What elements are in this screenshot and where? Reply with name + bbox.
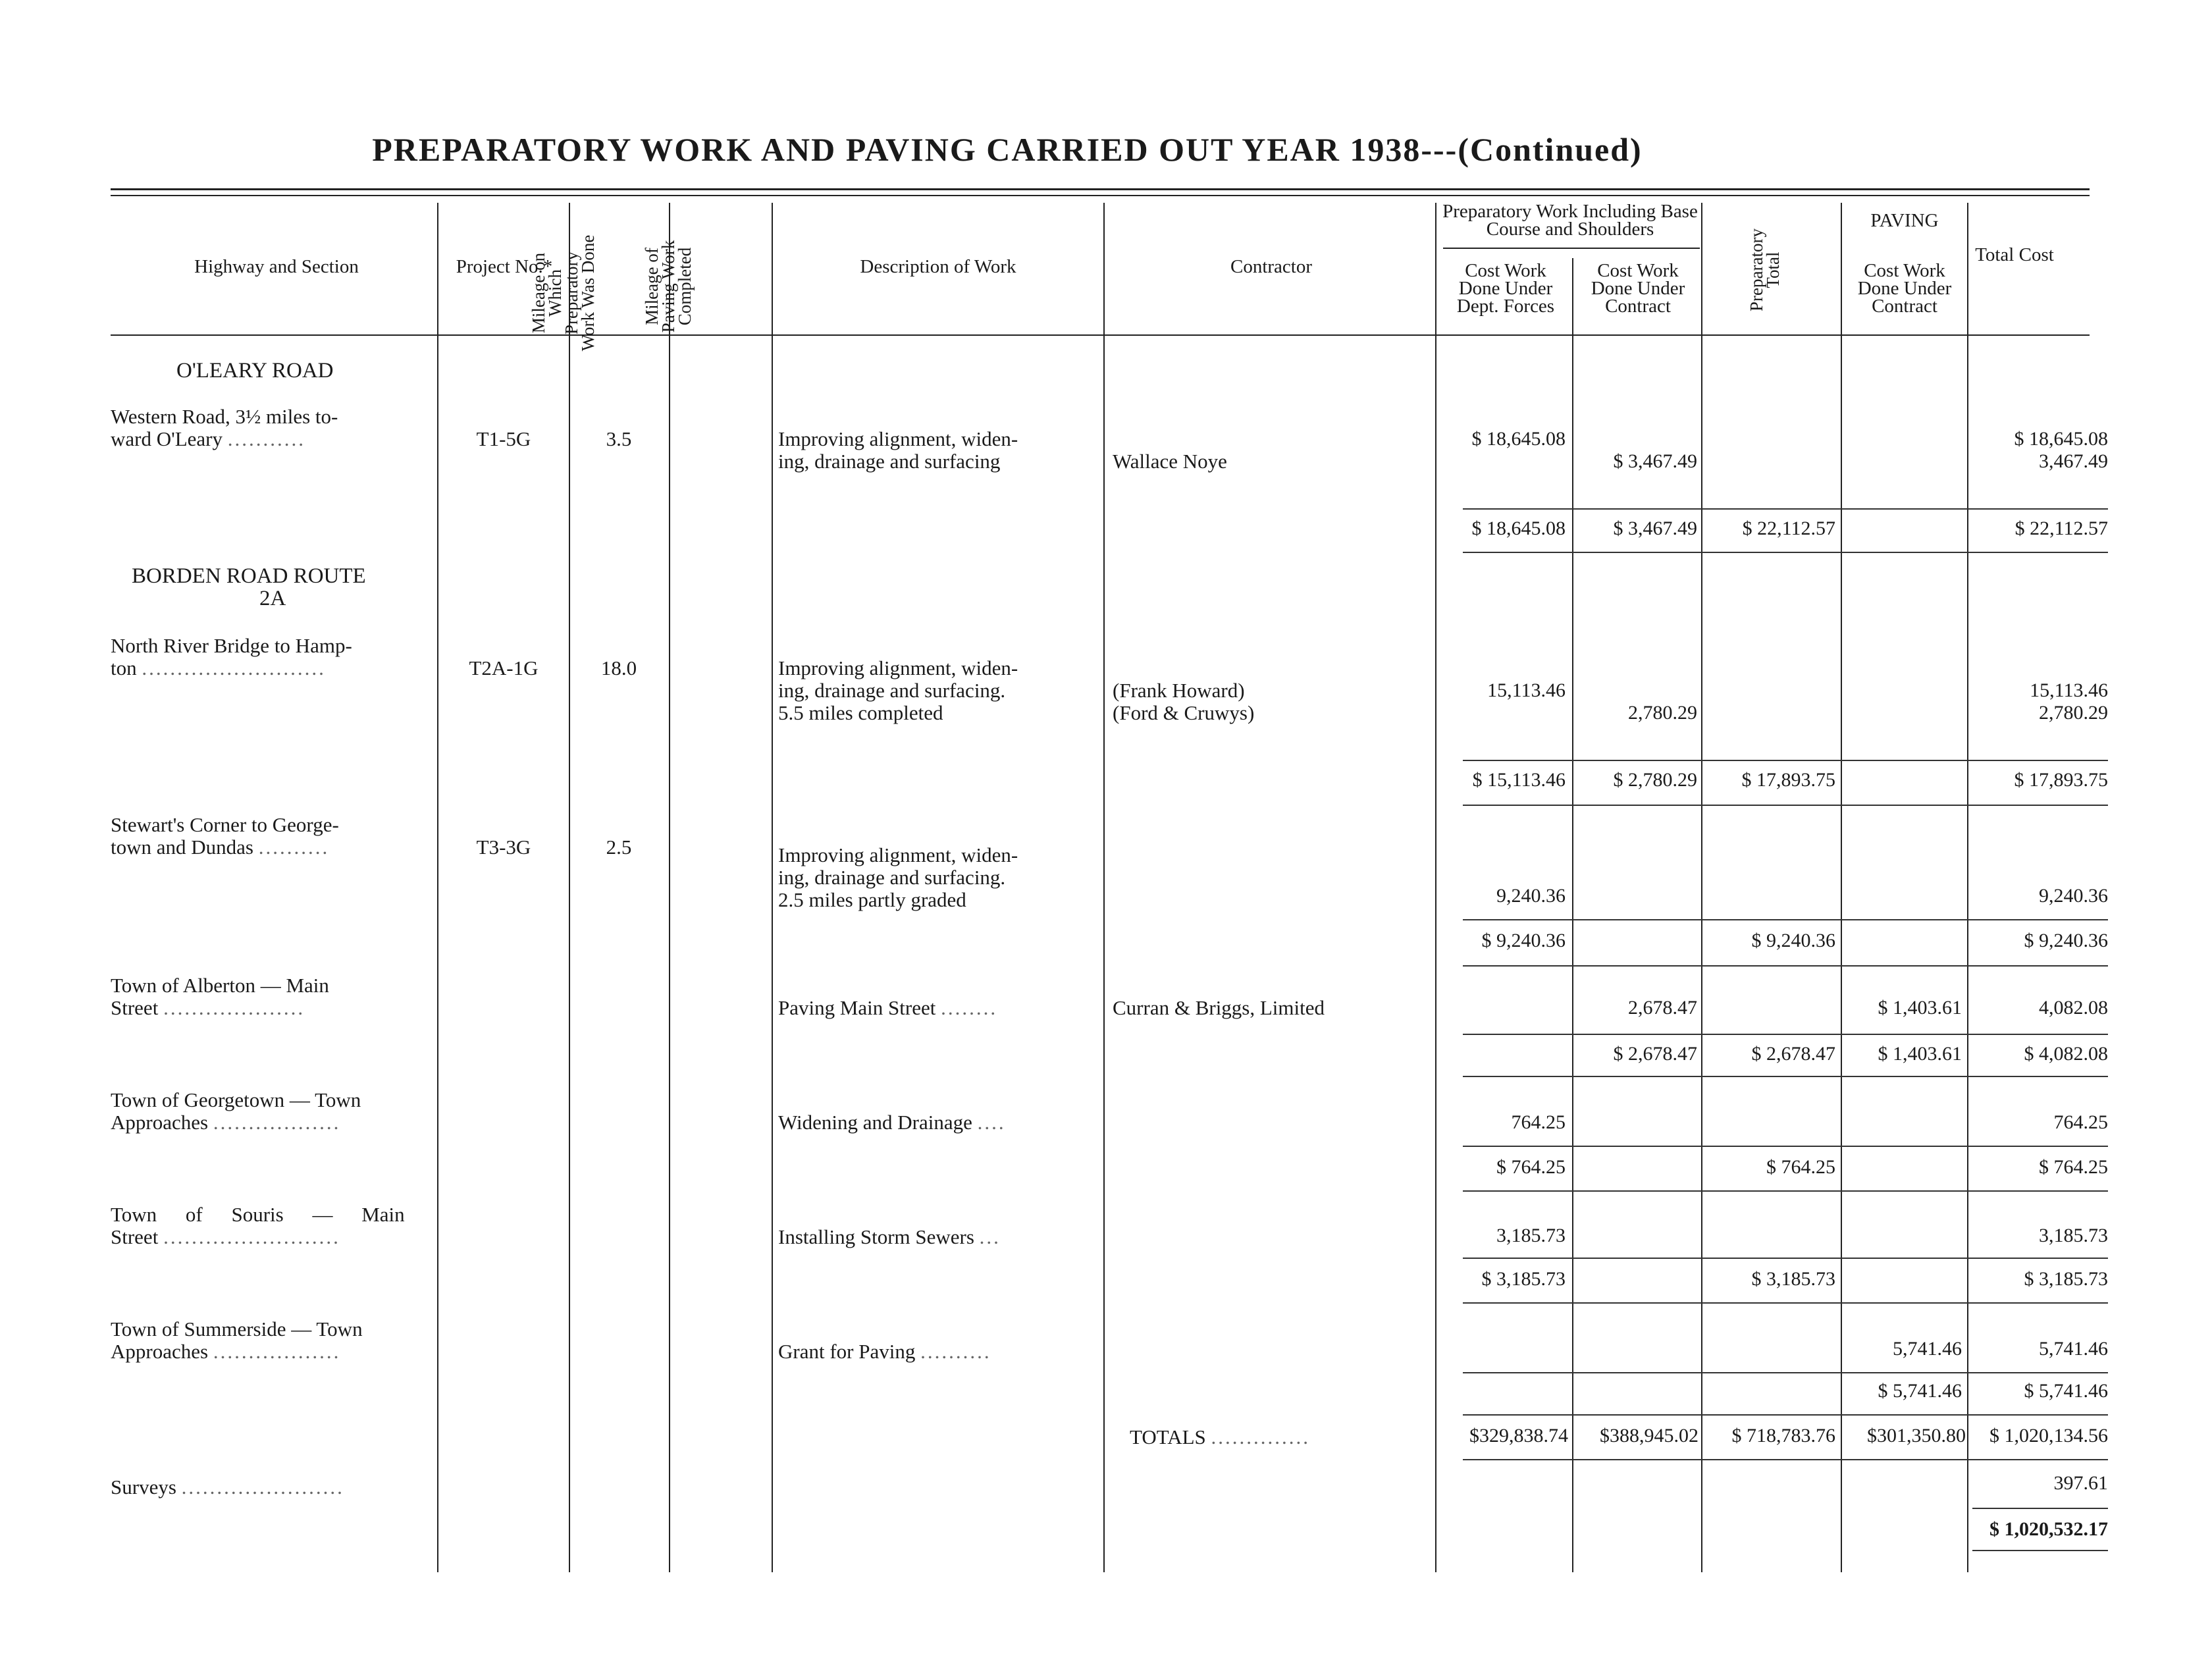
cost-dept: 9,240.36 — [1496, 885, 1566, 907]
subtotal-total: $ 764.25 — [2039, 1156, 2108, 1178]
highway-section: Town of Alberton — Main — [111, 974, 329, 997]
subtotal-total: $ 9,240.36 — [2024, 930, 2108, 951]
description: Improving alignment, widen- — [778, 427, 1018, 450]
col-divider — [1103, 203, 1105, 1572]
subtotal-prep: $ 17,893.75 — [1741, 769, 1835, 791]
col-divider — [1572, 258, 1573, 1572]
header-paving-group: PAVING — [1870, 210, 1939, 231]
description: Improving alignment, widen- — [778, 843, 1018, 866]
subtotal-prep: $ 2,678.47 — [1751, 1043, 1835, 1065]
project-no: T3-3G — [476, 836, 531, 859]
description: ing, drainage and surfacing — [778, 450, 1001, 473]
description: ing, drainage and surfacing. — [778, 679, 1006, 702]
subtotal-rule — [1463, 1146, 2108, 1147]
header-under-contract: Cost Work Done Under Contract — [1591, 260, 1685, 317]
description: Installing Storm Sewers ... — [778, 1225, 1001, 1248]
highway-section: Street .................... — [111, 996, 305, 1019]
total-cost: 3,467.49 — [2039, 450, 2108, 472]
subtotal-rule — [1463, 508, 2108, 510]
total-cost: 3,185.73 — [2039, 1225, 2108, 1246]
description: Improving alignment, widen- — [778, 656, 1018, 679]
highway-section: Stewart's Corner to George- — [111, 813, 339, 836]
surveys-value: 397.61 — [2053, 1472, 2108, 1494]
cost-dept: $ 18,645.08 — [1471, 428, 1566, 450]
header-dept-forces: Cost Work Done Under Dept. Forces — [1456, 260, 1555, 317]
subtotal-dept: $ 18,645.08 — [1471, 517, 1566, 539]
subtotal-prep: $ 22,112.57 — [1742, 517, 1835, 539]
total-cost: 9,240.36 — [2039, 885, 2108, 907]
col-divider — [669, 203, 670, 1572]
page-title: PREPARATORY WORK AND PAVING CARRIED OUT YEAR 1938---(Continued) — [372, 131, 1643, 168]
subtotal-rule — [1463, 1414, 2108, 1416]
subtotal-rule — [1463, 1190, 2108, 1192]
description: 5.5 miles completed — [778, 701, 943, 724]
contractor: (Frank Howard) — [1113, 679, 1245, 702]
total-contract: $388,945.02 — [1600, 1425, 1698, 1446]
group-rule — [1443, 248, 1700, 249]
section-heading: BORDEN ROAD ROUTE — [132, 564, 366, 588]
cost-dept: 15,113.46 — [1487, 679, 1566, 701]
subtotal-total: $ 22,112.57 — [2014, 517, 2108, 539]
subtotal-rule — [1463, 1372, 2108, 1373]
subtotal-rule — [1463, 965, 2108, 967]
header-project: Project No.* — [456, 256, 553, 277]
highway-section: ton .......................... — [111, 656, 326, 679]
total-prep: $ 718,783.76 — [1731, 1425, 1835, 1446]
highway-section: Town of Georgetown — Town — [111, 1088, 361, 1111]
total-cost: 15,113.46 — [2030, 679, 2108, 701]
header-highway: Highway and Section — [194, 256, 359, 277]
total-cost: 2,780.29 — [2039, 702, 2108, 724]
contractor: Curran & Briggs, Limited — [1113, 996, 1325, 1019]
description: 2.5 miles partly graded — [778, 888, 966, 911]
description: ing, drainage and surfacing. — [778, 866, 1006, 889]
col-divider — [569, 203, 570, 1572]
subtotal-contract: $ 2,678.47 — [1613, 1043, 1697, 1065]
mileage: 2.5 — [606, 836, 632, 859]
subtotal-rule — [1463, 552, 2108, 553]
description: Paving Main Street ........ — [778, 996, 998, 1019]
subtotal-rule — [1463, 1302, 2108, 1304]
subtotal-dept: $ 9,240.36 — [1481, 930, 1566, 951]
cost-dept: 3,185.73 — [1496, 1225, 1566, 1246]
grand-total: $ 1,020,532.17 — [1989, 1518, 2108, 1540]
highway-section: Approaches .................. — [111, 1111, 341, 1134]
total-cost: 4,082.08 — [2039, 997, 2108, 1019]
highway-section: Western Road, 3½ miles to- — [111, 405, 338, 428]
col-divider — [772, 203, 773, 1572]
header-prep-group: Preparatory Work Including Base Course and Shoulders — [1442, 201, 1698, 240]
highway-section: Town of Summerside — Town — [111, 1317, 363, 1340]
subtotal-total: $ 5,741.46 — [2024, 1380, 2108, 1402]
subtotal-dept: $ 764.25 — [1496, 1156, 1566, 1178]
mileage: 3.5 — [606, 427, 632, 450]
cost-contract: 2,780.29 — [1628, 702, 1697, 724]
subtotal-rule — [1463, 805, 2108, 806]
subtotal-rule — [1463, 1076, 2108, 1077]
subtotal-contract: $ 3,467.49 — [1613, 517, 1697, 539]
top-rule — [111, 188, 2090, 190]
header-mileage-paving: Mileage of Paving Work Completed — [642, 240, 695, 333]
header-paving-contract: Cost Work Done Under Contract — [1857, 260, 1952, 317]
header-mileage-prep: Mileage on Which Preparatory Work Was Done — [529, 234, 598, 352]
contractor: Wallace Noye — [1113, 450, 1227, 473]
grand-rule — [1972, 1508, 2108, 1509]
subtotal-total: $ 17,893.75 — [2014, 769, 2108, 791]
header-contractor: Contractor — [1230, 256, 1312, 277]
col-divider — [1967, 203, 1968, 1572]
highway-section: ward O'Leary ........... — [111, 427, 305, 450]
header-description: Description of Work — [860, 256, 1016, 277]
description: Widening and Drainage .... — [778, 1111, 1006, 1134]
total-total: $ 1,020,134.56 — [1989, 1425, 2108, 1446]
subtotal-prep: $ 3,185.73 — [1751, 1268, 1835, 1290]
surveys-label: Surveys ....................... — [111, 1475, 344, 1499]
highway-section: Approaches .................. — [111, 1340, 341, 1363]
section-heading: O'LEARY ROAD — [176, 359, 334, 383]
header-rule — [111, 334, 2090, 336]
cost-paving: $ 1,403.61 — [1878, 997, 1962, 1019]
highway-section: Town of Souris — Main — [111, 1203, 405, 1226]
col-divider — [437, 203, 438, 1572]
section-heading: 2A — [259, 587, 286, 610]
subtotal-rule — [1463, 1034, 2108, 1035]
subtotal-paving: $ 1,403.61 — [1878, 1043, 1962, 1065]
cost-contract: $ 3,467.49 — [1613, 450, 1697, 472]
total-paving: $301,350.80 — [1867, 1425, 1966, 1446]
total-cost: 764.25 — [2053, 1111, 2108, 1133]
subtotal-paving: $ 5,741.46 — [1878, 1380, 1962, 1402]
top-rule-2 — [111, 195, 2090, 196]
subtotal-dept: $ 3,185.73 — [1481, 1268, 1566, 1290]
subtotal-total: $ 3,185.73 — [2024, 1268, 2108, 1290]
col-divider — [1701, 203, 1702, 1572]
totals-label: TOTALS .............. — [1130, 1425, 1311, 1448]
total-dept: $329,838.74 — [1469, 1425, 1568, 1446]
cost-dept: 764.25 — [1511, 1111, 1566, 1133]
project-no: T1-5G — [476, 427, 531, 450]
highway-section: North River Bridge to Hamp- — [111, 634, 352, 657]
highway-section: town and Dundas .......... — [111, 836, 330, 859]
total-cost: $ 18,645.08 — [2014, 428, 2108, 450]
totals-rule — [1463, 1459, 2108, 1460]
subtotal-dept: $ 15,113.46 — [1472, 769, 1566, 791]
subtotal-rule — [1463, 1258, 2108, 1259]
subtotal-total: $ 4,082.08 — [2024, 1043, 2108, 1065]
grand-rule — [1972, 1550, 2108, 1551]
subtotal-contract: $ 2,780.29 — [1613, 769, 1697, 791]
mileage: 18.0 — [600, 656, 637, 679]
col-divider — [1435, 203, 1436, 1572]
contractor: (Ford & Cruwys) — [1113, 701, 1255, 724]
subtotal-rule — [1463, 760, 2108, 761]
cost-contract: 2,678.47 — [1628, 997, 1697, 1019]
total-cost: 5,741.46 — [2039, 1338, 2108, 1360]
project-no: T2A-1G — [469, 656, 539, 679]
header-total-cost: Total Cost — [1975, 244, 2054, 265]
highway-section: Street ......................... — [111, 1225, 340, 1248]
cost-paving: 5,741.46 — [1893, 1338, 1962, 1360]
subtotal-rule — [1463, 919, 2108, 920]
header-prep-total: Preparatory Total — [1747, 228, 1783, 311]
subtotal-prep: $ 9,240.36 — [1751, 930, 1835, 951]
col-divider — [1841, 203, 1842, 1572]
description: Grant for Paving .......... — [778, 1340, 991, 1363]
subtotal-prep: $ 764.25 — [1766, 1156, 1835, 1178]
